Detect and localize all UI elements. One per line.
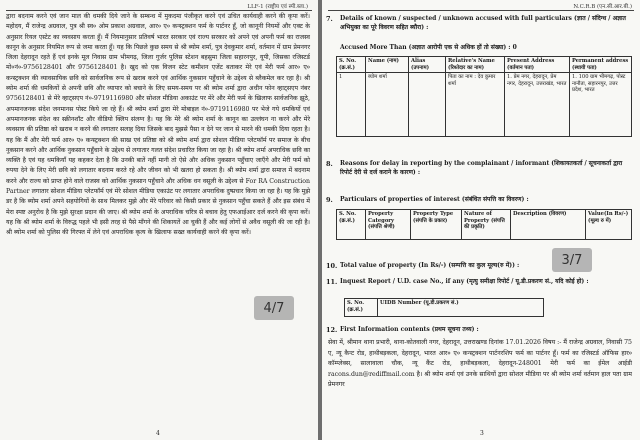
col-header: Alias (उपनाम) bbox=[409, 57, 446, 73]
right-page bbox=[322, 0, 640, 440]
section-10-title: Total value of property (In Rs/-) (सम्पत्ति का कुल मूल्य(रु में)) : bbox=[340, 262, 520, 269]
section-9-title: Particulars of properties of interest (संबंधित संपत्ति का विवरण) : bbox=[340, 196, 529, 203]
section-9-number: 9. bbox=[326, 196, 333, 204]
col-header: Present Address (वर्तमान पता) bbox=[505, 57, 570, 73]
col-header: Name (नाम) bbox=[366, 57, 409, 73]
table-row bbox=[337, 73, 632, 137]
header-divider bbox=[328, 10, 634, 11]
accused-table bbox=[336, 56, 632, 137]
page-number: 4 bbox=[156, 430, 160, 437]
table-cell: 1. प्रेम नगर, देहरादून, प्रेम नगर, देहरादून, उत्तराखंड, भारत bbox=[505, 73, 570, 137]
property-table bbox=[336, 209, 632, 240]
col-header: Description (विवरण) bbox=[511, 210, 586, 240]
col-header: S. No. (क्र.सं.) bbox=[337, 57, 366, 73]
left-page bbox=[0, 0, 318, 440]
col-header: UIDB Number (यू.डी.प्रकरण सं.) bbox=[378, 299, 544, 317]
table-cell bbox=[409, 73, 446, 137]
section-11-title: Inquest Report / U.D. case No., if any (मृत्यु समीक्षा रिपोर्ट / यू.डी.प्रकरण सं., यदि कोई हो) : bbox=[340, 278, 589, 285]
complaint-paragraph: द्वारा बदनाम करने एवं जान माल की धमकी दिये जाने के सम्बन्ध में मुकदमा पंजीकृत करने एवं उचित कार्यवाही करने की कृपा करें। महोदय, मैं राजेन्द्र अग्रवाल, पुत्र श्री स्व० ओम प्रकाश अग्रवाल, आर० ए० कन्स्ट्रक्शन फर्म के पार्टनर हूँ, जो कानूनी नियमों और एक्ट के अनुसार रियल एस्टेट का व्यवसाय करता हूँ। मैं नियमानुसार प्रतिवर्ष भारत सरकार एवं राज्य सरकार को अपने एवं अपनी फर्म का राजस्व कानून के अनुसार नियमित रूप से जमा करता हूँ। यह कि पिछले कुछ समय से श्री ब्योम शर्मा, पुत्र देवकुमार शर्मा, वर्तमान में ग्राम प्रेमनगर जिला देहरादून रहते हैं एवं इनके मूल निवास ग्राम भीमगढ़, जिला गुर्जर पुलिस स्टेशन बहसुमा जिला सहारनपुर, यूपी, जिसका रजिस्टर्ड मो०नं०-9756128401 और 9756128401 है। खुद को एक विजन स्टेट कमीशन एजेंट बताकर मेरे एवं मेरी फर्म आर० ए० कन्स्ट्रक्शन की व्यावसायिक छवि को सार्वजनिक रूप से खराब करने एवं आर्थिक नुकसान पहुँचाने के उद्देश्य से ब्लैकमेल कर रहा है। श्री ब्योम शर्मा की धमकियों से अपनी छवि और व्यापार को बचाने के लिए समय-समय पर श्री ब्योम शर्मा द्वारा अधीन फोन व्हाट्सएप नंबर 9756128401 से मेरे व्हाट्सएप नं०-9719116980 और सोशल मीडिया अकाउंट पर मेरे और मेरी फर्म के खिलाफ सार्वजनिक झूठे, अपमानजनक संदेश जनमानस पोस्ट किये जा रहे हैं। श्री ब्योम शर्मा द्वारा मेरे मोबाइल नं०-9719116980 पर भेजे गये धमकियों एवं अपमानजनक संदेश का स्क्रीनशॉट और वीडियो क्लिप संलग्न है। यह कि मेरे श्री ब्योम शर्मा के कानून का उल्लंघन ना करने और मेरे व्यवसाय की प्रतिष्ठा को खराब न करने की लगातार सलाह दिया जिसके बाद मुझसे पैसा न देने पर जान से मारने की धमकी दिया रहता है। यह कि मैं और मेरी फर्म आर० ए० कन्स्ट्रक्शन की साख एवं प्रतिष्ठा को श्री ब्योम शर्मा द्वारा सोशल मीडिया प्लेटफॉर्म पर समाज के बीच नुकसान करने और आर्थिक नुकसान पहुँचाने के उद्देश्य से लगातार गलत संदेश प्रचारित किया जा रहा है। श्री ब्योम शर्मा अपराधिक छवि का व्यक्ति है एवं यह धमकियाँ यह कहकर देता है कि उनकी बातें नहीं मानी तो ऐसे और अधिक नुकसान पहुँचाए जाएँगे और मेरी फर्म को रुपया देने के लिए मेरी छवि को लगातार बदनाम करते रहे और जीवन को भी खतरा हो सकता है। श्री ब्योम शर्मा द्वारा समाज में बदनाम करने और राज्य को प्राप्त होने वाले राजस्व को आर्थिक नुकसान पहुँचाने और अधिक धन वसूली के उद्देश्य से For RA Construction Partner लगातार सोशल मीडिया प्लेटफॉर्म एवं मेरे सोशल मीडिया एकाउंट पर लगातार अपराधिक दुष्प्रचार किया जा रहा है। यह कि मुझे डर है कि ब्योम शर्मा अपने सहयोगियों के साथ मिलकर मुझे और मेरे परिवार को किसी प्रकार से नुकसान पहुँचा सकते हैं और इस संबंध में मेरा स्पष्ट अनुरोध है कि मुझे सुरक्षा प्रदान की जाए। श्री ब्योम शर्मा के अपराधिक चरित्र से बचाव हेतु एफआईआर दर्ज करने की कृपा करें। यह कि श्री ब्योम शर्मा के विरुद्ध पहले भी इसी तरह से पैसे माँगने की शिकायतें आ चुकी हैं और कई लोगों से अवैध वसूली की जा रही है। श्री ब्योम शर्मा को पुलिस की गिरफ्त में लेने एवं अपराधिक कृत्य के खिलाफ सख्त कार्यवाही करने की कृपा करें। bbox=[6, 13, 310, 237]
section-8-title: Reasons for delay in reporting by the complainant / informant (शिकायतकर्ता / सूचनाकर्ता द्वारा रिपोर्ट देरी से दर्ज कराने के कारण) : bbox=[340, 160, 623, 176]
complaint-body bbox=[6, 12, 310, 239]
section-7-number: 7. bbox=[326, 15, 333, 23]
col-header: Value(In Rs/-) (मूल्य रु में) bbox=[586, 210, 632, 240]
table-cell: पिता का नाम : देव कुमार शर्मा bbox=[446, 73, 505, 137]
table-cell: 1. 100 ग्राम भीमगढ़, पोस्ट नानौता, सहारनपुर, उत्तर प्रदेश, भारत bbox=[570, 73, 632, 137]
page-counter-badge: 4/7 bbox=[254, 296, 294, 320]
col-header: Relative's Name (रिश्तेदार का नाम) bbox=[446, 57, 505, 73]
table-cell: ब्योम शर्मा bbox=[366, 73, 409, 137]
section-10-number: 10. bbox=[326, 262, 338, 270]
fir-contents-text: सेवा में, श्रीमान थाना प्रभारी, थाना-कोतवाली नगर, देहरादून, उत्तराखण्ड दिनांक 17.01.2026 विषय :- मैं राजेन्द्र अग्रवाल, निवासी 75 ए, न्यू कैन्ट रोड, हाथीबड़कला, देहरादून, भारत आर० ए० कन्स्ट्रक्शन पार्टनरशिप फर्म का पार्टनर हूँ। फर्म का रजिस्टर्ड ऑफिस हार० कॉम्प्लेक्स, सालावाला चौक, न्यू कैंट रोड, हाथीबड़कला, देहरादून-248001 मेरी फर्म का ईमेल आईडी racons.dun@rediffmail.com है। श्री ब्योम शर्मा एवं उनके साथियों द्वारा सोशल मीडिया पर श्री ब्योम शर्मा वर्तमान हाल पता ग्राम प्रेमनगर bbox=[328, 339, 632, 389]
section-12-title: First Information contents (प्रथम सूचना तथ्य) : bbox=[340, 326, 479, 333]
page-header: N.C.R.B (एन.सी.आर.बी.) bbox=[573, 4, 632, 10]
table-header-row bbox=[337, 57, 632, 73]
col-header: Property Category (संपत्ति श्रेणी) bbox=[366, 210, 411, 240]
table-header-row bbox=[345, 299, 544, 317]
section-7-title: Details of known / suspected / unknown accused with full particulars (ज्ञात / संदिग्ध / अज्ञात अभियुक्त का पूरे विवरण सहित ब्यौरा) : bbox=[340, 15, 626, 31]
page-counter-badge: 3/7 bbox=[552, 248, 592, 272]
table-cell: 1 bbox=[337, 73, 366, 137]
page-number: 3 bbox=[480, 430, 484, 437]
inquest-table bbox=[344, 298, 544, 317]
accused-count: Accused More Than (अज्ञात आरोपी एक से अधिक हों तो संख्या) : 0 bbox=[340, 44, 517, 51]
col-header: S. No. (क्र.सं.) bbox=[337, 210, 366, 240]
page-header: LLF-1 (राष्ट्रीय एवं स्पी.ब्ला.) bbox=[247, 4, 308, 10]
col-header: Property Type (संपत्ति के प्रकार) bbox=[411, 210, 462, 240]
header-divider bbox=[6, 10, 312, 11]
section-11-number: 11. bbox=[326, 278, 338, 286]
table-header-row bbox=[337, 210, 632, 240]
col-header: Permanent address (स्थायी पता) bbox=[570, 57, 632, 73]
col-header: S. No. (क्र.सं.) bbox=[345, 299, 378, 317]
section-12-number: 12. bbox=[326, 326, 338, 334]
col-header: Nature of Property (संपत्ति की प्रकृति) bbox=[462, 210, 511, 240]
section-8-number: 8. bbox=[326, 160, 333, 168]
